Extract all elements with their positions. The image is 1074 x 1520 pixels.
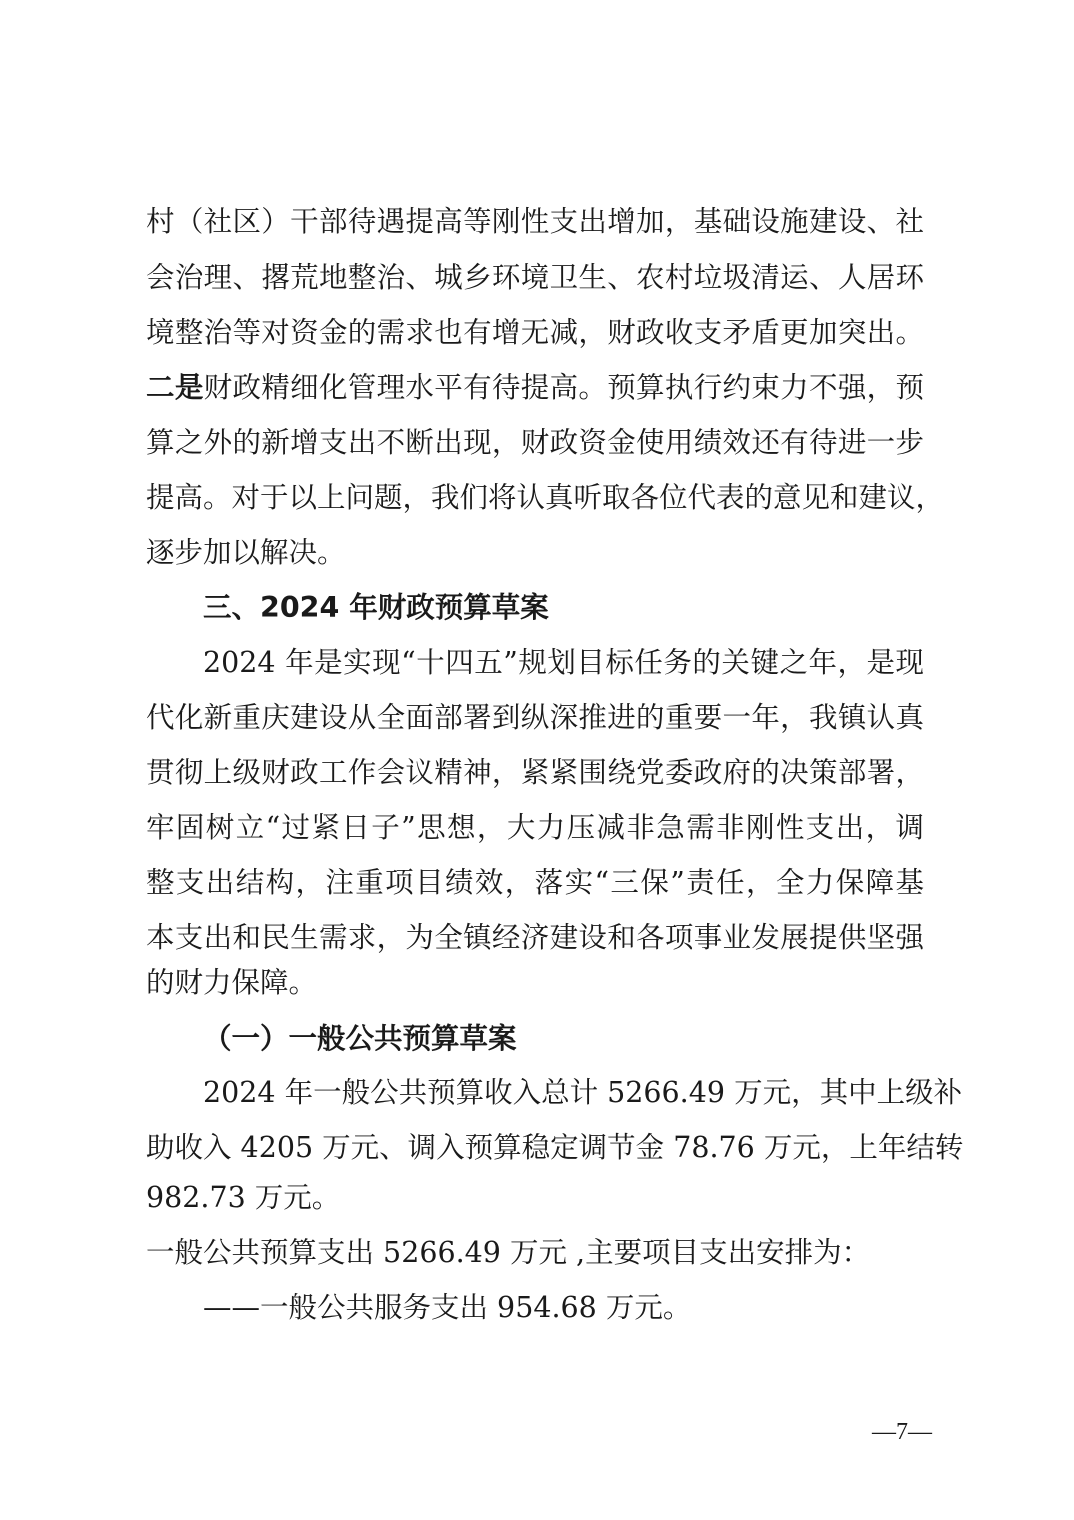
body-text-line: 牢固树立“过紧日子”思想，大力压减非急需非刚性支出，调: [146, 811, 924, 844]
body-text-line: 一般公共预算支出 5266.49 万元 ,主要项目支出安排为：: [146, 1236, 871, 1269]
body-text-span: 财政精细化管理水平有待提高。预算执行约束力不强，预: [203, 371, 924, 404]
subsection-heading: （一）一般公共预算草案: [203, 1021, 517, 1055]
body-text-line: 算之外的新增支出不断出现，财政资金使用绩效还有待进一步: [146, 426, 924, 459]
body-text-line: 982.73 万元。: [146, 1181, 341, 1214]
body-text-line: [146, 368, 924, 408]
body-text-line: 整支出结构，注重项目绩效，落实“三保”责任，全力保障基: [146, 866, 924, 899]
list-item: ——一般公共服务支出 954.68 万元。: [203, 1291, 692, 1324]
body-text-line: 逐步加以解决。: [146, 536, 346, 569]
body-text-line: 2024 年是实现“十四五”规划目标任务的关键之年，是现: [203, 646, 924, 679]
body-text-line: 境整治等对资金的需求也有增无减，财政收支矛盾更加突出。: [146, 316, 924, 349]
body-text-line: 会治理、撂荒地整治、城乡环境卫生、农村垃圾清运、人居环: [146, 261, 924, 294]
body-text-line: 的财力保障。: [146, 966, 318, 999]
emphasis-label: 二是: [146, 371, 204, 404]
body-text-line: 村（社区）干部待遇提高等刚性支出增加，基础设施建设、社: [146, 205, 924, 238]
body-text-line: 本支出和民生需求，为全镇经济建设和各项事业发展提供坚强: [146, 921, 924, 954]
body-text-line: 助收入 4205 万元、调入预算稳定调节金 78.76 万元，上年结转: [146, 1131, 964, 1164]
page-number: —7—: [872, 1419, 932, 1445]
section-heading: 三、2024 年财政预算草案: [203, 591, 549, 624]
body-text-line: 提高。对于以上问题，我们将认真听取各位代表的意见和建议，: [146, 481, 945, 514]
body-text-line: 2024 年一般公共预算收入总计 5266.49 万元，其中上级补: [203, 1076, 963, 1109]
body-text-line: 贯彻上级财政工作会议精神，紧紧围绕党委政府的决策部署，: [146, 756, 924, 789]
body-text-line: 代化新重庆建设从全面部署到纵深推进的重要一年，我镇认真: [146, 701, 924, 734]
